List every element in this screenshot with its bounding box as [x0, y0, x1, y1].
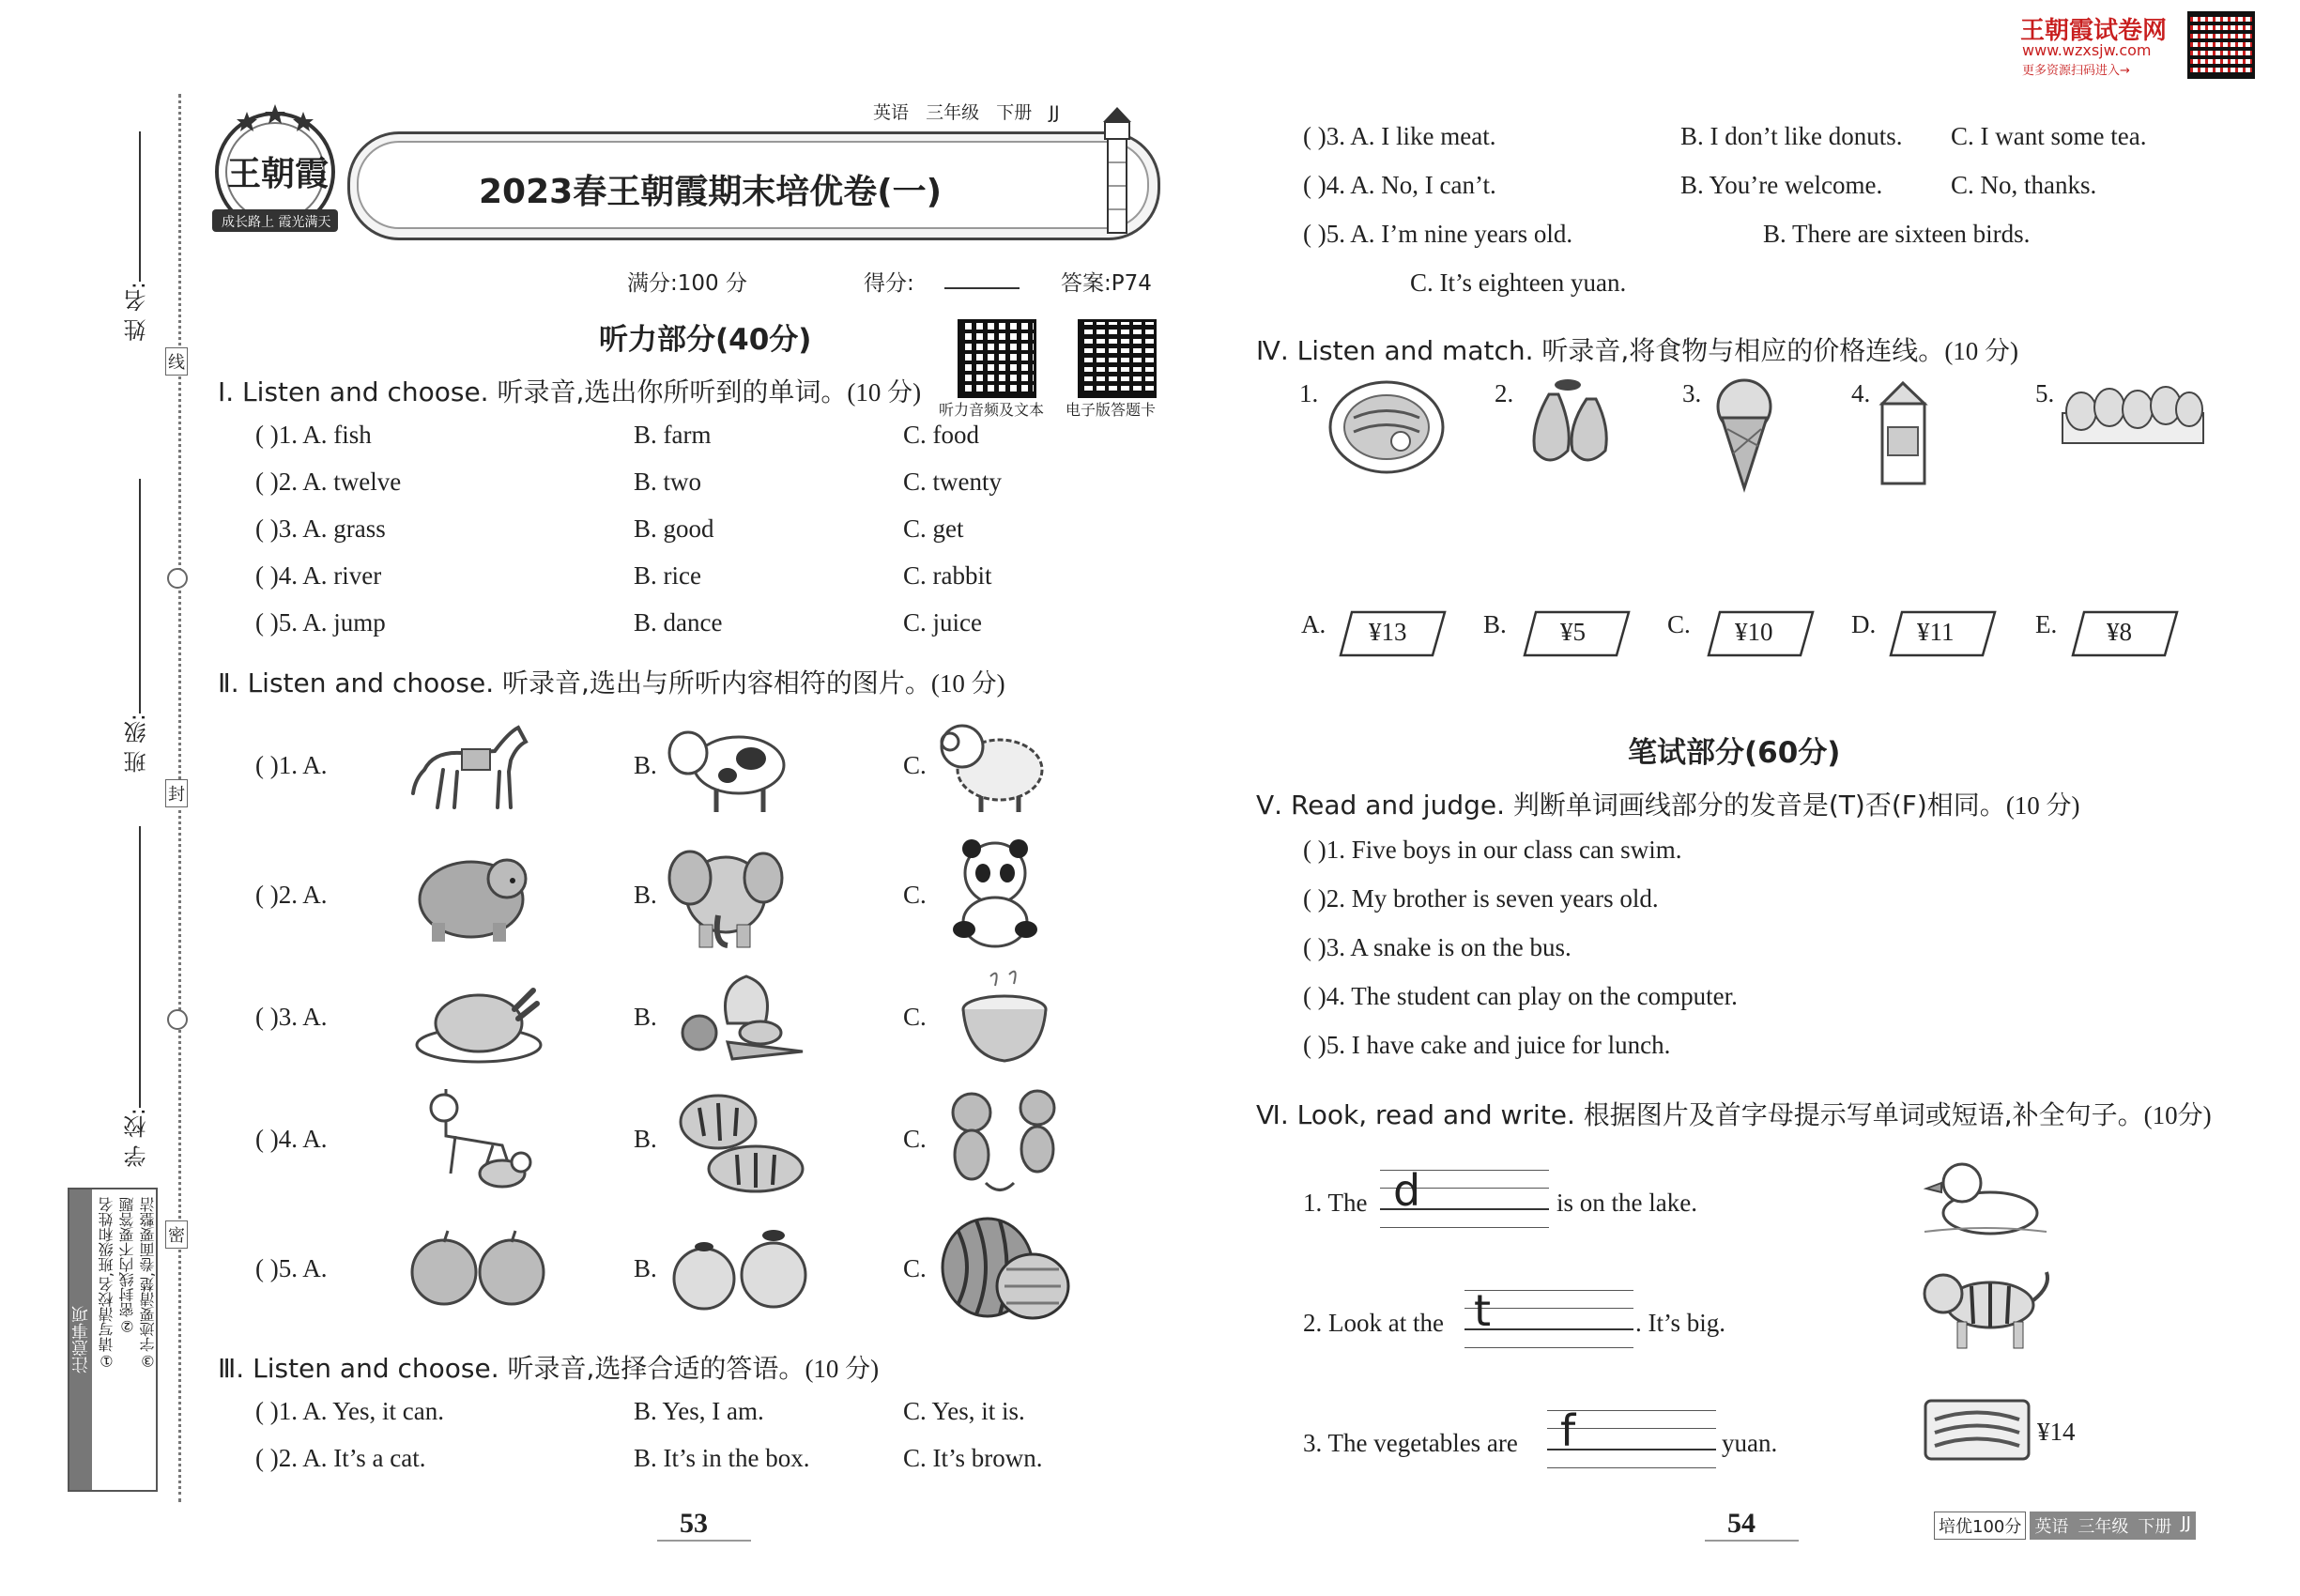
section-4-cn: 听录音,将食物与相应的价格连线。	[1541, 335, 1945, 366]
series-name: 培优100分	[1934, 1512, 2026, 1540]
tiger-picture	[1915, 1258, 2056, 1352]
s3-q1-b: B. Yes, I am.	[634, 1397, 764, 1425]
site-url: www.wzxsjw.com	[2022, 41, 2152, 59]
price-d-letter: D.	[1851, 610, 1877, 638]
s1-q2-a[interactable]: ( )2. A. twelve	[255, 468, 402, 496]
s3-q1-a[interactable]: ( )1. A. Yes, it can.	[255, 1397, 444, 1425]
apples-picture[interactable]	[408, 1225, 549, 1314]
s1-q5-b: B. dance	[634, 608, 723, 637]
price-b-tag[interactable]	[1523, 610, 1621, 652]
score-field[interactable]	[944, 287, 1020, 289]
price-c-tag[interactable]	[1707, 610, 1805, 652]
site-brand[interactable]	[2020, 11, 2170, 77]
s2-q4-b: B.	[634, 1125, 657, 1153]
section-1-points: (10 分)	[847, 378, 922, 407]
price-a-value: ¥13	[1369, 618, 1407, 646]
s2-q2-b: B.	[634, 881, 657, 909]
notice-1: ①请写清校名,班级和姓名	[98, 1197, 115, 1371]
s6-q3-answer-field[interactable]	[1547, 1405, 1716, 1468]
s3-q5-b: B. There are sixteen birds.	[1763, 220, 2031, 248]
s2-q4-a[interactable]: ( )4. A.	[255, 1125, 328, 1153]
s1-q3-b: B. good	[634, 514, 714, 543]
qr2-caption: 电子版答题卡	[1066, 403, 1157, 419]
s6-q2-pre: 2. Look at the	[1303, 1309, 1444, 1337]
horse-picture[interactable]	[406, 714, 537, 817]
s6-q2-letter: t	[1474, 1285, 1492, 1336]
eggs-picture[interactable]	[2058, 376, 2208, 451]
class-label: 班 级:	[124, 714, 150, 774]
s2-q3-b: B.	[634, 1003, 657, 1031]
s6-q1-letter: d	[1393, 1165, 1421, 1216]
section-3-cn: 听录音,选择合适的答语。	[507, 1353, 805, 1384]
food-3-num: 3.	[1682, 379, 1702, 407]
s2-q1-a[interactable]: ( )1. A.	[255, 751, 328, 779]
duck-picture	[1915, 1155, 2056, 1239]
section-1-title	[218, 372, 921, 409]
s6-q1-post: is on the lake.	[1556, 1189, 1697, 1217]
cut-mark-seal: 封	[165, 779, 188, 807]
s5-q3[interactable]: ( )3. A snake is on the bus.	[1303, 933, 1572, 961]
binding-hole-icon	[167, 1009, 188, 1030]
pears-picture[interactable]	[1516, 371, 1619, 474]
section-5-title	[1256, 785, 2080, 822]
s6-q3-pre: 3. The vegetables are	[1303, 1429, 1518, 1457]
price-b-value: ¥5	[1560, 618, 1586, 646]
price-e-letter: E.	[2035, 610, 2058, 638]
score-label: 得分:	[864, 271, 914, 296]
section-6-points: (10分)	[2143, 1101, 2212, 1129]
section-6-en: Ⅵ. Look, read and write.	[1256, 1099, 1575, 1130]
notice-3: ③字迹要清楚,卷面要整洁	[139, 1197, 157, 1371]
s2-q1-c: C.	[903, 751, 927, 779]
series-footer	[1934, 1512, 2196, 1540]
s6-q1-pre: 1. The	[1303, 1189, 1368, 1217]
price-a-letter: A.	[1301, 610, 1326, 638]
price-c-letter: C.	[1667, 610, 1691, 638]
chicken-picture[interactable]	[413, 972, 544, 1066]
s3-q5-c: C. It’s eighteen yuan.	[1410, 269, 1627, 297]
logo-text: 王朝霞	[227, 154, 330, 193]
site-tagline: 更多资源扫码进入→	[2022, 64, 2130, 78]
s3-q2-a[interactable]: ( )2. A. It’s a cat.	[255, 1444, 426, 1472]
s2-q5-b: B.	[634, 1254, 657, 1282]
page-number-right: 54	[1727, 1508, 1756, 1539]
panda-picture[interactable]	[943, 836, 1047, 948]
section-6-title	[1256, 1095, 2212, 1132]
page-ornament-left	[657, 1540, 751, 1542]
series-edition: JJ	[2176, 1512, 2196, 1540]
series-subject: 英语	[2030, 1512, 2073, 1540]
name-field[interactable]	[139, 131, 141, 282]
s3-q4-b: B. You’re welcome.	[1680, 171, 1883, 199]
qr1-caption: 听力音频及文本	[939, 403, 1045, 419]
s2-q4-c: C.	[903, 1125, 927, 1153]
price-c-value: ¥10	[1735, 618, 1773, 646]
name-label: 姓 名:	[124, 282, 150, 342]
price-d-tag[interactable]	[1889, 610, 1987, 652]
section-2-en: Ⅱ. Listen and choose.	[218, 668, 495, 698]
vegetables-tray-picture	[1921, 1391, 2033, 1466]
full-score: 满分:100 分	[627, 271, 747, 296]
s2-q3-a[interactable]: ( )3. A.	[255, 1003, 328, 1031]
noodles-picture[interactable]	[1326, 376, 1448, 479]
price-a-tag[interactable]	[1339, 610, 1437, 652]
site-name: 王朝霞试卷网	[2020, 17, 2168, 45]
class-field[interactable]	[139, 479, 141, 714]
vegetables-picture[interactable]	[662, 967, 812, 1070]
s1-q3-c: C. get	[903, 514, 964, 543]
section-3-en: Ⅲ. Listen and choose.	[218, 1353, 499, 1384]
s1-q3-a[interactable]: ( )3. A. grass	[255, 514, 386, 543]
section-3-points: (10 分)	[805, 1355, 880, 1383]
section-4-points: (10 分)	[1944, 337, 2019, 365]
section-1-en: Ⅰ. Listen and choose.	[218, 376, 489, 407]
s3-q2-b: B. It’s in the box.	[634, 1444, 810, 1472]
sheep-picture[interactable]	[929, 714, 1051, 817]
s3-q3-a[interactable]: ( )3. A. I like meat.	[1303, 122, 1496, 150]
meta-grade: 三年级	[926, 102, 980, 123]
page-ornament-right	[1705, 1540, 1799, 1542]
section-2-points: (10 分)	[930, 669, 1005, 698]
food-1-num: 1.	[1299, 379, 1319, 407]
logo-motto: 成长路上 霞光满天	[222, 215, 331, 230]
s1-q5-c: C. juice	[903, 608, 982, 637]
section-2-cn: 听录音,选出与所听内容相符的图片。	[502, 668, 931, 698]
watermelon-picture[interactable]	[939, 1211, 1070, 1324]
binding-hole-icon	[167, 568, 188, 589]
binding-sidebar	[56, 94, 197, 1502]
listening-heading: 听力部分(40分)	[599, 323, 812, 357]
s2-q3-c: C.	[903, 1003, 927, 1031]
s1-q1-b: B. farm	[634, 421, 712, 449]
meta-subject: 英语	[873, 102, 910, 123]
s2-q1-b: B.	[634, 751, 657, 779]
monkeys-picture[interactable]	[934, 1080, 1075, 1202]
school-label: 学 校:	[124, 1108, 150, 1168]
notice-title: 注意事项	[69, 1189, 92, 1490]
s2-q2-c: C.	[903, 881, 927, 909]
s3-q4-a[interactable]: ( )4. A. No, I can’t.	[1303, 171, 1496, 199]
cow-picture[interactable]	[662, 714, 793, 817]
section-1-cn: 听录音,选出你所听到的单词。	[497, 376, 848, 407]
page-number-left: 53	[680, 1508, 708, 1539]
s1-q5-a[interactable]: ( )5. A. jump	[255, 608, 386, 637]
section-2-title	[218, 663, 1005, 700]
s2-q2-a[interactable]: ( )2. A.	[255, 881, 328, 909]
brand-logo	[205, 99, 345, 239]
price-e-value: ¥8	[2107, 618, 2132, 646]
food-2-num: 2.	[1495, 379, 1514, 407]
elephant-picture[interactable]	[662, 831, 784, 953]
meta-volume: 下册	[996, 102, 1033, 123]
section-5-points: (10 分)	[2005, 791, 2080, 820]
section-5-cn: 判断单词画线部分的发音是(T)否(F)相同。	[1512, 790, 2006, 821]
s1-q2-b: B. two	[634, 468, 702, 496]
food-4-num: 4.	[1851, 379, 1871, 407]
ice-cream-picture[interactable]	[1707, 371, 1782, 493]
s3-q5-a[interactable]: ( )5. A. I’m nine years old.	[1303, 220, 1573, 248]
school-field[interactable]	[139, 826, 141, 1108]
price-e-tag[interactable]	[2071, 610, 2170, 652]
milk-carton-picture[interactable]	[1873, 376, 1939, 488]
lighthouse-icon	[1080, 101, 1155, 247]
s3-q4-c: C. No, thanks.	[1951, 171, 2097, 199]
price-d-value: ¥11	[1917, 618, 1955, 646]
s3-q3-b: B. I don’t like donuts.	[1680, 122, 1903, 150]
audio-qr-code[interactable]	[958, 319, 1036, 398]
price-b-letter: B.	[1483, 610, 1507, 638]
notice-box	[68, 1188, 158, 1492]
header-meta	[873, 99, 1060, 124]
s1-q4-b: B. rice	[634, 561, 701, 590]
cut-mark-line: 线	[165, 347, 188, 376]
oranges-picture[interactable]	[668, 1220, 809, 1319]
site-qr-code[interactable]	[2187, 11, 2255, 79]
s3-q3-c: C. I want some tea.	[1951, 122, 2147, 150]
series-grade: 三年级	[2073, 1512, 2133, 1540]
section-5-en: Ⅴ. Read and judge.	[1256, 790, 1505, 821]
s1-q1-a[interactable]: ( )1. A. fish	[255, 421, 372, 449]
s5-q2[interactable]: ( )2. My brother is seven years old.	[1303, 884, 1659, 913]
cats-picture[interactable]	[418, 1080, 540, 1202]
s6-q3-post: yuan.	[1722, 1429, 1778, 1457]
s6-q2-post: . It’s big.	[1635, 1309, 1726, 1337]
section-6-cn: 根据图片及首字母提示写单词或短语,补全句子。	[1583, 1099, 2144, 1130]
s6-q1-answer-field[interactable]	[1380, 1165, 1549, 1228]
section-3-title	[218, 1348, 879, 1386]
rice-picture[interactable]	[958, 967, 1051, 1070]
s5-q5[interactable]: ( )5. I have cake and juice for lunch.	[1303, 1031, 1671, 1059]
s1-q4-a[interactable]: ( )4. A. river	[255, 561, 382, 590]
cut-mark-secret: 密	[165, 1220, 188, 1249]
s1-q1-c: C. food	[903, 421, 979, 449]
s3-q1-c: C. Yes, it is.	[903, 1397, 1025, 1425]
food-5-num: 5.	[2035, 379, 2055, 407]
answer-ref: 答案:P74	[1061, 271, 1152, 296]
tigers-picture[interactable]	[662, 1080, 812, 1202]
meta-edition: JJ	[1049, 102, 1060, 123]
s6-q3-letter: f	[1560, 1405, 1576, 1456]
series-volume: 下册	[2133, 1512, 2176, 1540]
s6-q2-answer-field[interactable]	[1464, 1285, 1633, 1348]
s2-q5-c: C.	[903, 1254, 927, 1282]
s1-q2-c: C. twenty	[903, 468, 1002, 496]
notice-2: ②密封线内不要答题	[118, 1197, 136, 1335]
s3-q2-c: C. It’s brown.	[903, 1444, 1043, 1472]
s1-q4-c: C. rabbit	[903, 561, 992, 590]
bear-picture[interactable]	[413, 843, 535, 946]
exam-title: 2023春王朝霞期末培优卷(一)	[479, 173, 943, 211]
s5-q1[interactable]: ( )1. Five boys in our class can swim.	[1303, 836, 1682, 864]
s5-q4[interactable]: ( )4. The student can play on the computer.	[1303, 982, 1738, 1010]
section-4-en: Ⅳ. Listen and match.	[1256, 335, 1534, 366]
section-4-title	[1256, 330, 2018, 368]
s6-q3-price: ¥14	[2037, 1418, 2076, 1446]
answer-sheet-qr-code[interactable]	[1078, 319, 1157, 398]
writing-heading: 笔试部分(60分)	[1628, 736, 1841, 770]
s2-q5-a[interactable]: ( )5. A.	[255, 1254, 328, 1282]
